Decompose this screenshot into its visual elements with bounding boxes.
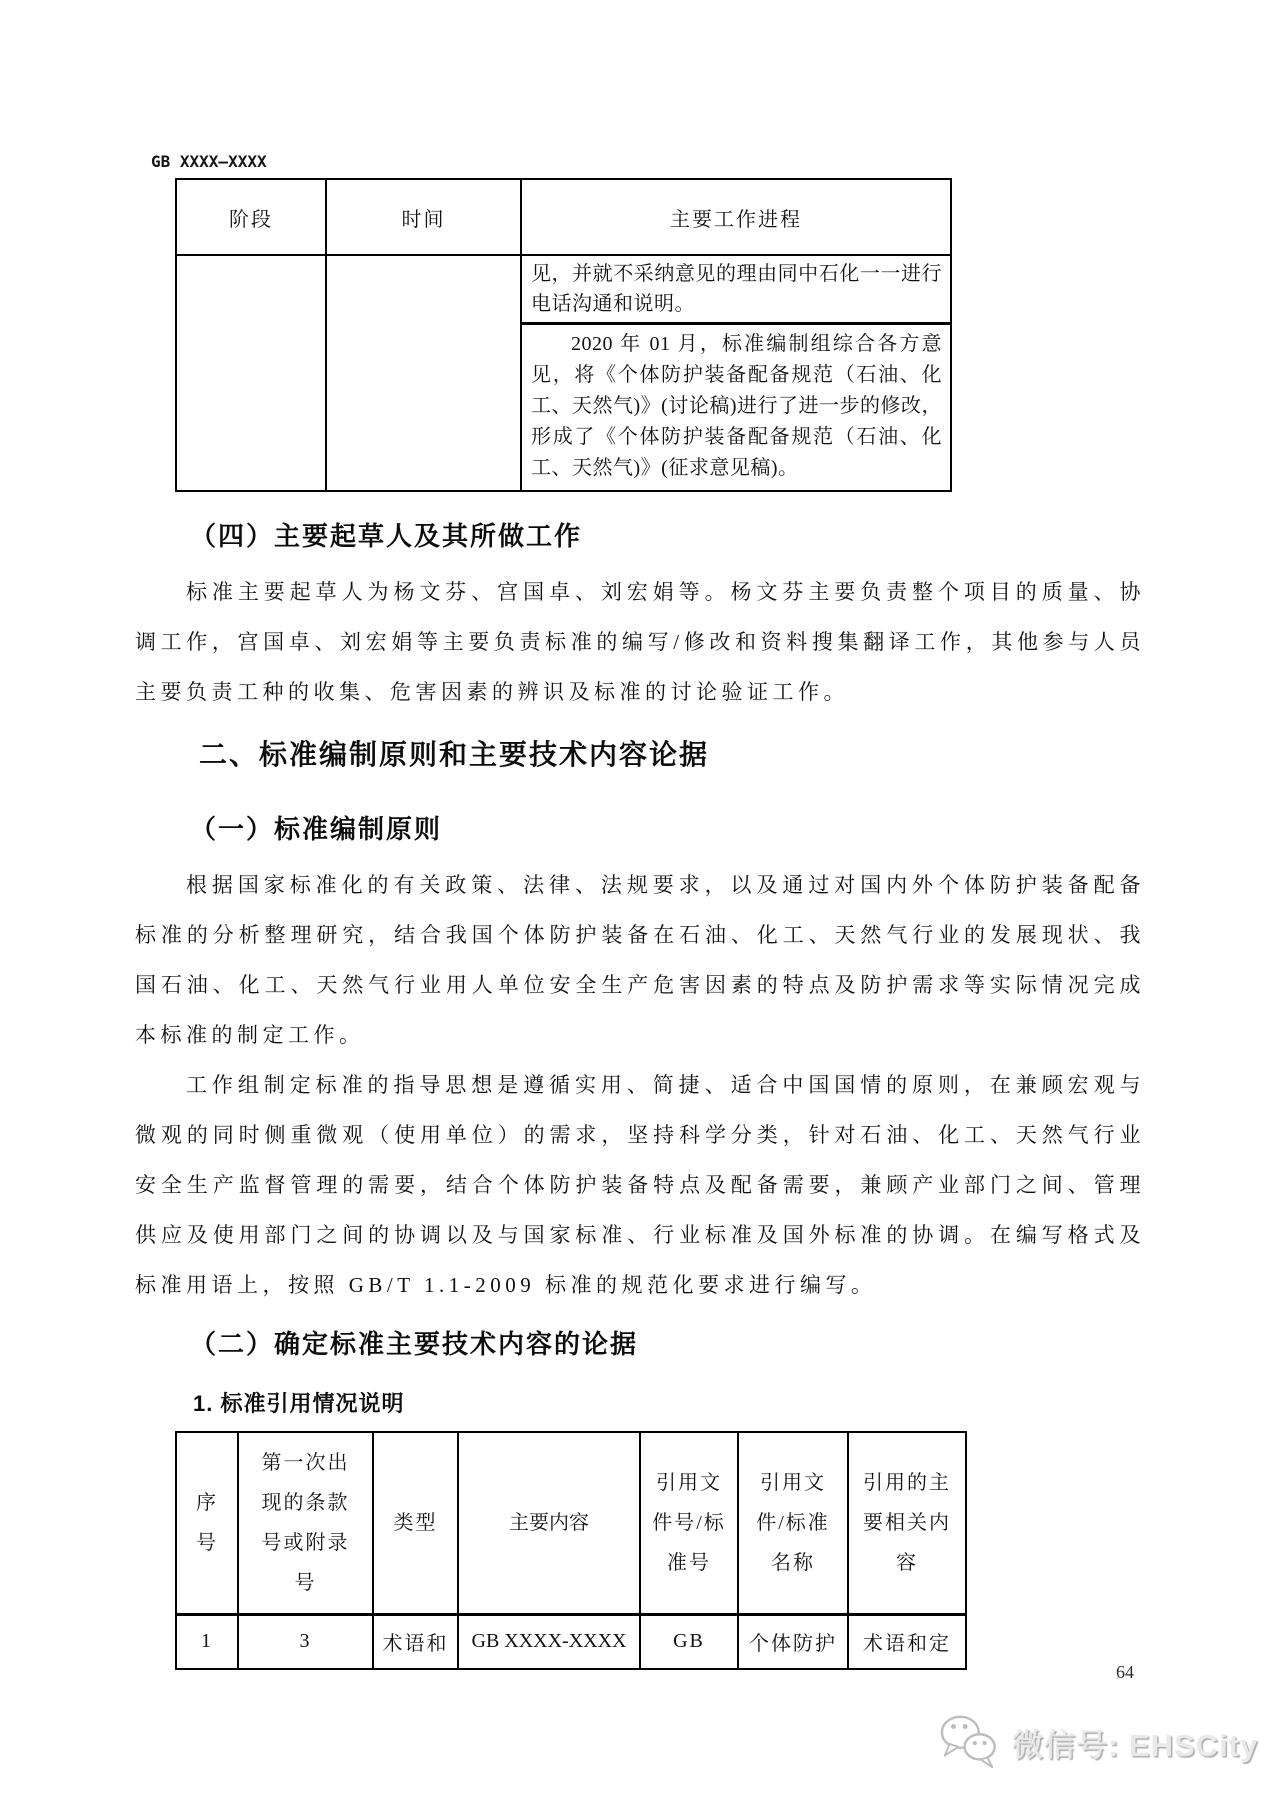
work-progress-table (175, 178, 952, 492)
t2-cell-article: 3 (238, 1615, 373, 1669)
t1-progress-cell-1: 见，并就不采纳意见的理由同中石化一一进行电话沟通和说明。 (521, 255, 951, 324)
t2-header-no: 序号 (176, 1432, 238, 1615)
t1-header-progress: 主要工作进程 (521, 179, 951, 255)
watermark-text: 微信号: EHSCity (1012, 1727, 1259, 1763)
t2-header-type: 类型 (373, 1432, 458, 1615)
paragraph-principles-1: 根据国家标准化的有关政策、法律、法规要求，以及通过对国内外个体防护装备配备标准的分析整理研究，结合我国个体防护装备在石油、化工、天然气行业的发展现状、我国石油、化工、天然气行业用人单位安全生产危害因素的特点及防护需求等实际情况完成本标准的制定工作。 (135, 873, 1145, 1047)
table-row (176, 255, 951, 324)
wechat-icon (938, 1712, 1000, 1772)
citation-table (175, 1431, 967, 1670)
t2-cell-type: 术语和 (373, 1615, 458, 1669)
t2-cell-no: 1 (176, 1615, 238, 1669)
table-row (176, 1615, 966, 1669)
t2-header-main-content: 主要内容 (458, 1432, 640, 1615)
t1-stage-cell (176, 255, 326, 491)
t1-progress-cell-2: 2020 年 01 月，标准编制组综合各方意见，将《个体防护装备配备规范（石油、化工、天然气)》(讨论稿)进行了进一步的修改，形成了《个体防护装备配备规范（石油、化工、天然气)》(征求意见稿)。 (521, 324, 951, 492)
heading-part-2: 二、标准编制原则和主要技术内容论据 (199, 739, 710, 770)
t2-cell-ref-name: 个体防护 (738, 1615, 848, 1669)
t2-cell-ref-number: GB (640, 1615, 738, 1669)
subheading-citation: 1. 标准引用情况说明 (193, 1391, 405, 1416)
t2-header-article: 第一次出现的条款号或附录号 (238, 1432, 373, 1615)
t2-header-ref-name: 引用文件/标准名称 (738, 1432, 848, 1615)
watermark (938, 1712, 1258, 1772)
t2-header-ref-number: 引用文件号/标准号 (640, 1432, 738, 1615)
t2-header-related-content: 引用的主要相关内容 (848, 1432, 966, 1615)
table-row (176, 179, 951, 255)
t1-header-time: 时间 (326, 179, 521, 255)
t2-cell-main-content: GB XXXX-XXXX (458, 1615, 640, 1669)
t1-header-stage: 阶段 (176, 179, 326, 255)
paragraph-principles-2: 工作组制定标准的指导思想是遵循实用、简捷、适合中国国情的原则，在兼顾宏观与微观的同时侧重微观（使用单位）的需求，坚持科学分类，针对石油、化工、天然气行业安全生产监督管理的需要，结合个体防护装备特点及配备需要，兼顾产业部门之间、管理供应及使用部门之间的协调以及与国家标准、行业标准及国外标准的协调。在编写格式及标准用语上，按照 GB/T 1.1-2009 标准的规范化要求进行编写。 (135, 1073, 1145, 1297)
t2-cell-related-content: 术语和定 (848, 1615, 966, 1669)
doc-code: GB XXXX—XXXX (151, 152, 267, 171)
table-row (176, 1432, 966, 1615)
heading-section-2-2: （二）确定标准主要技术内容的论据 (190, 1329, 639, 1359)
paragraph-drafters: 标准主要起草人为杨文芬、宫国卓、刘宏娟等。杨文芬主要负责整个项目的质量、协调工作，宫国卓、刘宏娟等主要负责标准的编写/修改和资料搜集翻译工作，其他参与人员主要负责工种的收集、危害因素的辨识及标准的讨论验证工作。 (135, 580, 1145, 704)
t1-time-cell (326, 255, 521, 491)
heading-section-2-1: （一）标准编制原则 (190, 814, 443, 844)
heading-section-4: （四）主要起草人及其所做工作 (190, 521, 583, 551)
page-number: 64 (1116, 1662, 1134, 1682)
